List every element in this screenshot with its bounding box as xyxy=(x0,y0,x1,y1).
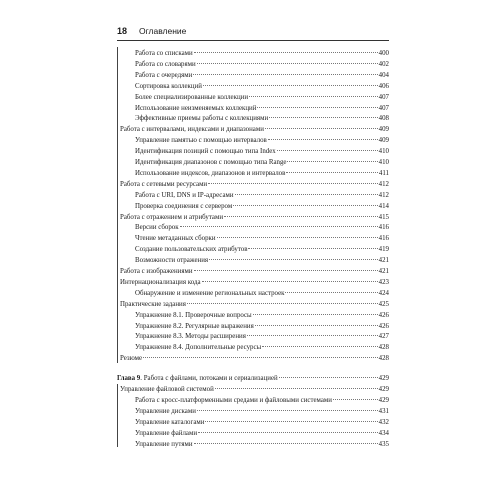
dot-leader xyxy=(333,398,378,400)
toc-entry[interactable] xyxy=(135,288,389,299)
page-number: 18 xyxy=(117,26,128,36)
dot-leader xyxy=(277,149,378,151)
toc-page-number: 406 xyxy=(378,82,389,90)
toc-entry[interactable] xyxy=(135,244,389,255)
toc-page-number: 402 xyxy=(378,60,389,68)
toc-page-number: 407 xyxy=(378,104,389,112)
toc-page-number: 421 xyxy=(378,257,389,265)
toc-entry[interactable] xyxy=(135,439,389,450)
toc-page-number: 429 xyxy=(378,386,389,393)
toc-page-number: 427 xyxy=(378,333,389,341)
toc-page-number: 412 xyxy=(378,191,389,199)
toc-page-number: 431 xyxy=(378,407,389,415)
toc-page-number: 414 xyxy=(378,202,389,210)
toc-entry-title: Упражнение 8.4. Дополнительные ресурсы xyxy=(135,344,262,352)
toc-entry[interactable] xyxy=(135,233,389,244)
toc-page-number: 424 xyxy=(378,289,389,297)
dot-leader xyxy=(286,171,378,173)
toc-entry[interactable] xyxy=(135,428,389,439)
running-header xyxy=(117,26,389,41)
toc-page-number: 415 xyxy=(378,213,389,221)
toc-entry-title xyxy=(117,373,278,384)
toc-entry[interactable] xyxy=(135,157,389,168)
dot-leader xyxy=(255,324,378,326)
dot-leader xyxy=(224,215,378,217)
toc-entry-title: Управление файловой системой xyxy=(120,386,214,393)
toc-entry[interactable] xyxy=(135,190,389,201)
toc-entry-title: Работа с интервалами, индексами и диапазонами xyxy=(120,126,264,134)
chapter-title: . Работа с файлами, потоками и сериализацией xyxy=(140,375,278,383)
section-margin-line xyxy=(117,384,118,447)
dot-leader xyxy=(248,247,377,249)
dot-leader xyxy=(187,302,378,304)
toc-page-number: 428 xyxy=(378,355,389,363)
toc-entry-title: Чтение метаданных сборки xyxy=(135,235,216,243)
toc-entry[interactable] xyxy=(120,124,389,135)
toc-entry[interactable] xyxy=(135,48,389,59)
toc-page-number: 411 xyxy=(378,169,389,177)
toc-entry[interactable] xyxy=(135,406,389,417)
toc-entry-title: Работа с кросс-платформенными средами и файловыми системами xyxy=(135,396,332,404)
toc-entry[interactable] xyxy=(120,277,389,288)
toc-entry[interactable] xyxy=(135,70,389,81)
dot-leader xyxy=(194,269,378,271)
dot-leader xyxy=(205,420,377,422)
dot-leader xyxy=(265,127,378,129)
dot-leader xyxy=(253,313,378,315)
toc-page-number: 425 xyxy=(378,300,389,308)
toc-entry-title: Использование неизменяемых коллекций xyxy=(135,104,257,112)
toc-entry[interactable] xyxy=(135,168,389,179)
toc-page-number: 400 xyxy=(378,50,389,57)
toc-page-number: 428 xyxy=(378,344,389,352)
toc-entry[interactable] xyxy=(135,321,389,332)
dot-leader xyxy=(235,193,378,195)
dot-leader xyxy=(197,409,378,411)
toc-entry[interactable] xyxy=(120,299,389,310)
toc-page-number: 408 xyxy=(378,115,389,123)
toc-entry-title: Работа с изображениями xyxy=(120,268,193,275)
toc-page-number: 432 xyxy=(378,418,389,426)
dot-leader xyxy=(269,116,378,118)
toc-entry-title: Работа с очередями xyxy=(135,71,193,79)
toc-entry-title: Версии сборок xyxy=(135,224,179,232)
toc-entry[interactable] xyxy=(135,342,389,353)
toc-page-number: 434 xyxy=(378,429,389,437)
toc-page-number: 416 xyxy=(378,235,389,243)
toc-entry-title: Упражнение 8.3. Методы расширения xyxy=(135,333,246,341)
toc-entry[interactable] xyxy=(135,113,389,124)
toc-entry-title: Работа с сетевыми ресурсами xyxy=(120,180,208,188)
toc-page-number: 409 xyxy=(378,137,389,145)
dot-leader xyxy=(202,280,378,282)
toc-entry-title: Работа со словарями xyxy=(135,60,196,68)
dot-leader xyxy=(285,291,377,293)
toc-entry[interactable] xyxy=(135,201,389,212)
section-title: Оглавление xyxy=(139,26,187,36)
toc-entry-title: Более специализированные коллекции xyxy=(135,93,249,101)
toc-entry-title: Сортировка коллекций xyxy=(135,82,202,90)
toc-entry[interactable] xyxy=(135,222,389,233)
toc-entry-title: Создание пользовательских атрибутов xyxy=(135,246,248,254)
toc-entry[interactable] xyxy=(120,212,389,223)
toc-entry[interactable] xyxy=(120,179,389,190)
dot-leader xyxy=(233,204,377,206)
dot-leader xyxy=(249,95,378,97)
toc-entry-title: Эффективные приемы работы с коллекциями xyxy=(135,115,269,123)
dot-leader xyxy=(180,225,378,227)
toc-entry[interactable] xyxy=(135,103,389,114)
toc-entry[interactable] xyxy=(135,81,389,92)
toc-entry[interactable] xyxy=(135,135,389,146)
toc-entry[interactable] xyxy=(135,310,389,321)
dot-leader xyxy=(208,182,378,184)
toc-page-number: 426 xyxy=(378,311,389,319)
dot-leader xyxy=(203,84,378,86)
toc-entry-title: Упражнение 8.1. Проверочные вопросы xyxy=(135,311,252,319)
toc-page-number: 412 xyxy=(378,180,389,188)
toc-entry-title: Идентификация диапазонов с помощью типа Range xyxy=(135,159,287,166)
section-margin-line xyxy=(117,47,118,363)
toc-page-number: 410 xyxy=(378,159,389,166)
toc-entry[interactable] xyxy=(120,384,389,395)
toc-entry-title: Управление файлами xyxy=(135,429,198,437)
toc-page-number: 416 xyxy=(378,224,389,232)
toc-entry[interactable] xyxy=(135,417,389,428)
toc-entry-title: Проверка соединения с сервером xyxy=(135,202,233,210)
chapter-label: Глава 9 xyxy=(117,375,141,383)
toc-page-number: 410 xyxy=(378,148,389,156)
toc-entry[interactable] xyxy=(120,266,389,277)
toc-entry-title: Работа с URI, DNS и IP-адресами xyxy=(135,191,234,199)
toc-page-number: 426 xyxy=(378,322,389,330)
toc-entry[interactable] xyxy=(135,92,389,103)
dot-leader xyxy=(257,106,377,108)
toc-entry-title: Управление путями xyxy=(135,440,193,448)
toc-entry-title: Управление памятью с помощью интервалов xyxy=(135,137,267,145)
toc-entry-title: Работа со списками xyxy=(135,50,193,57)
dot-leader xyxy=(268,138,378,140)
toc-entry[interactable] xyxy=(135,331,389,342)
toc-page-number: 404 xyxy=(378,71,389,79)
toc-entry-title: Возможности отражения xyxy=(135,257,209,265)
toc-entry-title: Обнаружение и изменение региональных настроек xyxy=(135,289,285,297)
dot-leader xyxy=(197,62,378,64)
dot-leader xyxy=(287,160,377,162)
dot-leader xyxy=(143,356,378,358)
toc-entry[interactable] xyxy=(135,255,389,266)
dot-leader xyxy=(217,236,378,238)
dot-leader xyxy=(209,258,378,260)
dot-leader xyxy=(215,387,378,389)
toc-entry-title: Работа с отражением и атрибутами xyxy=(120,213,224,221)
toc-page-number: 407 xyxy=(378,93,389,101)
dot-leader xyxy=(194,51,378,53)
toc-page-number: 421 xyxy=(378,268,389,275)
toc-page-number: 423 xyxy=(378,278,389,286)
toc-entry[interactable] xyxy=(135,146,389,157)
toc-page-number: 429 xyxy=(378,375,389,383)
toc-entry-title: Управление каталогами xyxy=(135,418,205,426)
dot-leader xyxy=(262,345,377,347)
dot-leader xyxy=(279,376,378,378)
toc-entry[interactable] xyxy=(120,353,389,364)
toc-page-number: 419 xyxy=(378,246,389,254)
toc-entry[interactable] xyxy=(117,373,389,384)
dot-leader xyxy=(247,334,378,336)
toc-entry[interactable] xyxy=(135,395,389,406)
dot-leader xyxy=(193,73,377,75)
toc-entry-title: Управление дисками xyxy=(135,407,196,415)
toc-entry-title: Использование индексов, диапазонов и интервалов xyxy=(135,169,286,177)
toc-entry-title: Практические задания xyxy=(120,300,186,308)
toc-page-number: 435 xyxy=(378,440,389,448)
toc-entry-title: Интернационализация кода xyxy=(120,278,201,286)
toc-page-number: 409 xyxy=(378,126,389,134)
toc-entry[interactable] xyxy=(135,59,389,70)
dot-leader xyxy=(194,442,378,444)
toc-page-number: 429 xyxy=(378,396,389,404)
dot-leader xyxy=(198,431,378,433)
toc-entry-title: Упражнение 8.2. Регулярные выражения xyxy=(135,322,254,330)
toc-entry-title: Идентификация позиций с помощью типа Index xyxy=(135,148,276,156)
toc-entry-title: Резюме xyxy=(120,355,143,363)
